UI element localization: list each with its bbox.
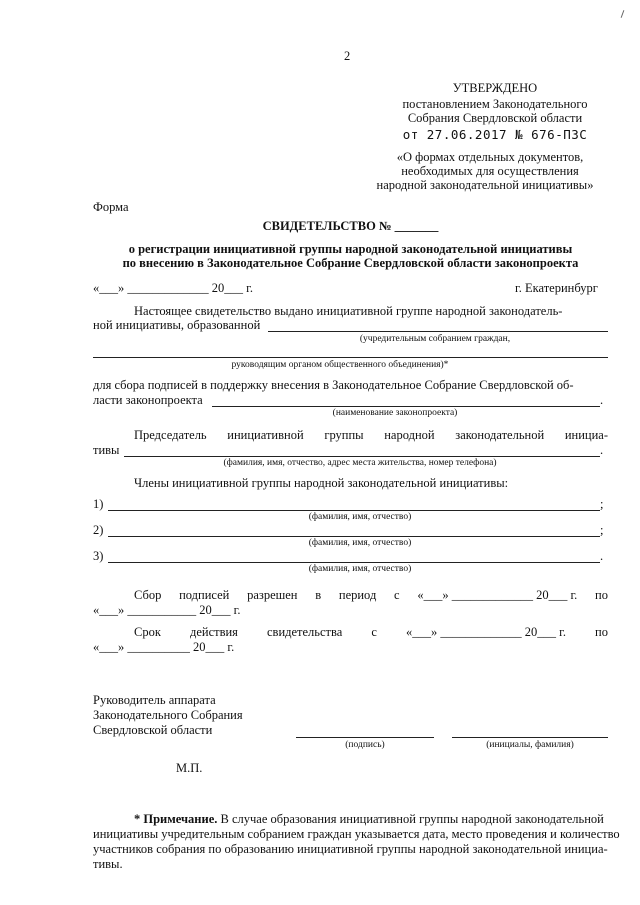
note-line1	[134, 812, 604, 827]
signatory-line1: Руководитель аппарата	[93, 693, 216, 707]
member-1-number: 1)	[93, 497, 104, 511]
approval-line1: постановлением Законодательного	[402, 97, 588, 111]
chair-word-1: Председатель	[134, 428, 207, 442]
initials-underline	[452, 737, 608, 738]
chair-word-5: законодательной	[455, 428, 545, 442]
validity-word-4: с	[371, 625, 377, 639]
paragraph-issued-line1: Настоящее свидетельство выдано инициативной группе народной законодатель-	[134, 304, 563, 318]
certificate-subtitle-1: о регистрации инициативной группы народной законодательной инициативы	[128, 242, 573, 256]
chair-word-2: инициативной	[227, 428, 304, 442]
approval-quote3: народной законодательной инициативы»	[376, 178, 594, 192]
signatory-line3: Свердловской области	[93, 723, 213, 737]
member-3-number: 3)	[93, 549, 104, 563]
collection-word-5: период	[338, 588, 377, 602]
member-1-underline	[108, 510, 600, 511]
chair-end: .	[600, 443, 604, 457]
certificate-subtitle-2: по внесению в Законодательное Собрание Свердловской области законопроекта	[122, 256, 579, 270]
member-3-underline	[108, 562, 600, 563]
collection-word-3: разрешен	[247, 588, 298, 602]
note-line3: участников собрания по образованию инициативной группы народной законодательной инициа-	[93, 842, 608, 856]
member-1-end: ;	[600, 497, 604, 511]
chair-line	[134, 428, 608, 443]
paragraph-purpose-line1: для сбора подписей в поддержку внесения в Законодательное Собрание Свердловской об-	[93, 378, 574, 392]
members-title: Члены инициативной группы народной законодательной инициативы:	[134, 476, 509, 490]
founding-body-underline	[93, 357, 608, 358]
hint-founders: (учредительным собранием граждан,	[359, 334, 511, 344]
seal-mark: М.П.	[176, 761, 203, 775]
member-3-end: .	[600, 549, 604, 563]
issue-city: г. Екатеринбург	[515, 281, 598, 295]
member-2-end: ;	[600, 523, 604, 537]
validity-word-3: свидетельства	[267, 625, 343, 639]
approval-quote1: «О формах отдельных документов,	[396, 150, 584, 164]
collection-start-date: «___» _____________ 20___ г.	[417, 588, 578, 602]
validity-start-date: «___» _____________ 20___ г.	[405, 625, 566, 639]
collection-word-6: с	[394, 588, 400, 602]
formed-by-underline	[268, 331, 608, 332]
validity-line	[134, 625, 608, 640]
hint-chair: (фамилия, имя, отчество, адрес места жительства, номер телефона)	[223, 458, 497, 468]
validity-word-1: Срок	[134, 625, 161, 639]
chair-word-3: группы	[324, 428, 364, 442]
hint-governing-body: руководящим органом общественного объединения)*	[231, 360, 449, 370]
collection-word-4: в	[315, 588, 322, 602]
note-line2: инициативы учредительным собранием граждан указывается дата, место проведения и количество	[93, 827, 620, 841]
bill-name-underline	[212, 406, 600, 407]
member-2-number: 2)	[93, 523, 104, 537]
chair-underline	[124, 456, 600, 457]
bill-name-end: .	[600, 393, 604, 407]
paragraph-issued-line2: ной инициативы, образованной	[93, 318, 261, 332]
issue-date: «___» _____________ 20___ г.	[93, 281, 253, 295]
chair-word-6: инициа-	[564, 428, 608, 442]
hint-bill-name: (наименование законопроекта)	[332, 408, 458, 418]
hint-initials: (инициалы, фамилия)	[486, 740, 574, 750]
chair-continuation: тивы	[93, 443, 120, 457]
signatory-line2: Законодательного Собрания	[93, 708, 243, 722]
member-2-hint: (фамилия, имя, отчество)	[308, 538, 412, 548]
chair-word-4: народной	[384, 428, 435, 442]
collection-period-line	[134, 588, 608, 603]
member-2-underline	[108, 536, 600, 537]
validity-word-2: действия	[189, 625, 238, 639]
form-label: Форма	[93, 200, 129, 214]
approval-quote2: необходимых для осуществления	[401, 164, 579, 178]
note-line1-text: В случае образования инициативной группы народной законодательной	[217, 812, 604, 826]
member-3-hint: (фамилия, имя, отчество)	[308, 564, 412, 574]
paragraph-purpose-line2: ласти законопроекта	[93, 393, 203, 407]
approval-stamp: от 27.06.2017 № 676-ПЗС	[402, 127, 588, 142]
validity-word-6: по	[595, 625, 608, 639]
hint-signature: (подпись)	[345, 740, 385, 750]
validity-end-date: «___» __________ 20___ г.	[93, 640, 235, 654]
page-number: 2	[344, 49, 351, 63]
approval-line2: Собрания Свердловской области	[407, 111, 583, 125]
approval-title: УТВЕРЖДЕНО	[452, 81, 538, 95]
collection-word-8: по	[595, 588, 608, 602]
collection-end-date: «___» ___________ 20___ г.	[93, 603, 241, 617]
note-line4: тивы.	[93, 857, 123, 871]
member-1-hint: (фамилия, имя, отчество)	[308, 512, 412, 522]
collection-word-1: Сбор	[134, 588, 162, 602]
corner-mark	[621, 10, 625, 18]
signature-underline	[296, 737, 434, 738]
certificate-title: СВИДЕТЕЛЬСТВО № _______	[262, 219, 439, 233]
collection-word-2: подписей	[179, 588, 230, 602]
note-label: * Примечание.	[134, 812, 218, 826]
